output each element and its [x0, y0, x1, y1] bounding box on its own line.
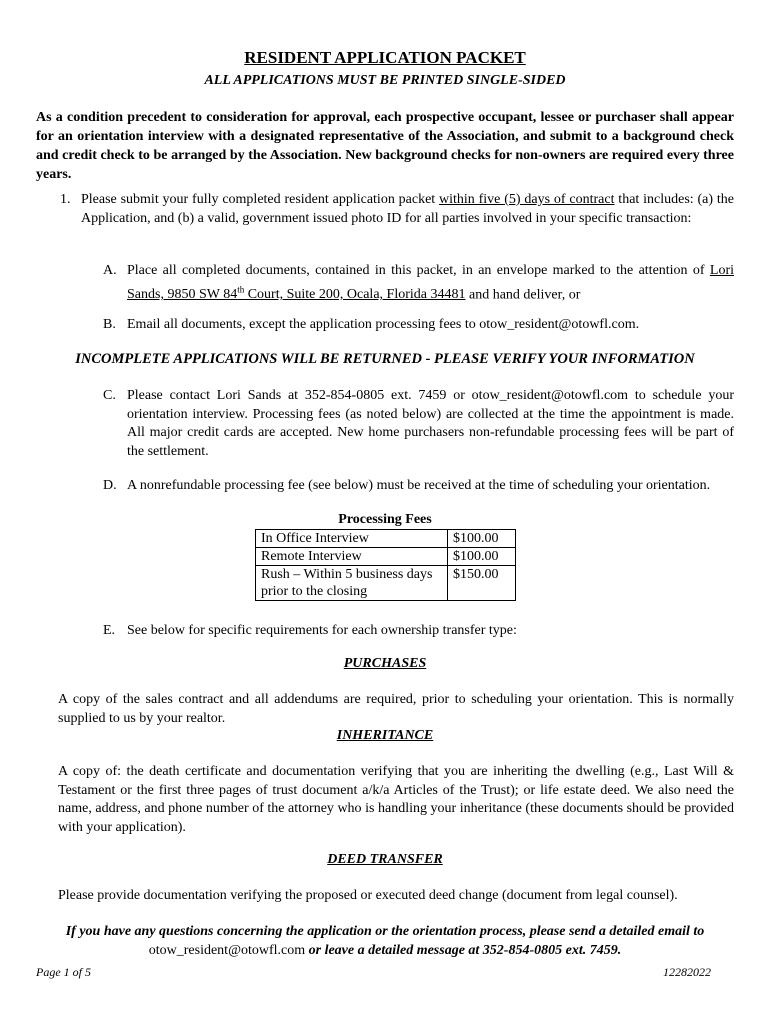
sub-item-letter: E.	[103, 623, 116, 638]
instruction-item-1	[60, 190, 734, 228]
table-row	[256, 530, 516, 548]
fee-amount: $100.00	[448, 530, 516, 548]
fee-label: In Office Interview	[256, 530, 448, 548]
sub-item-text: Please contact Lori Sands at 352-854-0805 ext. 7459 or otow_resident@otowfl.com to schedule your orientation interview. Processing fees (as noted below) are collected at the time the appointment is made. All major credit cards are accepted. New home purchasers non-refundable processing fees will be part of the settlement.	[127, 388, 734, 459]
sub-item-letter: D.	[103, 478, 117, 493]
deadline-text: within five (5) days of contract	[439, 192, 615, 207]
inheritance-heading: INHERITANCE	[336, 728, 434, 743]
fees-table-title: Processing Fees	[338, 512, 432, 527]
inheritance-text: A copy of: the death certificate and documentation verifying that you are inheriting the dwelling (e.g., Last Will & Testament or the first three pages of trust document a/k/a Articles of the Trust); or life estate deed. We also need the name, address, and phone number of the attorney who is handling your inheritance (these documents should be provided with your application).	[58, 764, 734, 835]
mailing-address: Lori Sands, 9850 SW 84th Court, Suite 200, Ocala, Florida 34481	[127, 263, 734, 303]
sub-item-c	[103, 387, 734, 461]
sub-item-letter: B.	[103, 317, 116, 332]
page-title: RESIDENT APPLICATION PACKET	[244, 48, 526, 67]
sub-item-text: Place all completed documents, contained in this packet, in an envelope marked to the attention of Lori Sands, 9850 SW 84th Court, Suite 200, Ocala, Florida 34481 and hand deliver, or	[127, 263, 734, 303]
fee-amount: $150.00	[448, 566, 516, 601]
processing-fees-table	[255, 529, 516, 601]
sub-item-a	[103, 262, 734, 305]
deed-transfer-text: Please provide documentation verifying the proposed or executed deed change (document from legal counsel).	[58, 888, 678, 903]
purchases-heading: PURCHASES	[343, 656, 427, 671]
table-row	[256, 548, 516, 566]
item-number: 1.	[60, 192, 71, 207]
intro-paragraph: As a condition precedent to consideration for approval, each prospective occupant, lessee or purchaser shall appear for an orientation interview with a designated representative of the Association, and submit to a background check and credit check to be arranged by the Association. New background checks for non-owners are required every three years.	[36, 110, 734, 182]
fee-amount: $100.00	[448, 548, 516, 566]
sub-item-b	[103, 316, 734, 335]
page-subtitle: ALL APPLICATIONS MUST BE PRINTED SINGLE-SIDED	[204, 73, 566, 88]
fee-label: Remote Interview	[256, 548, 448, 566]
document-code: 12282022	[663, 965, 711, 979]
sub-item-text: See below for specific requirements for each ownership transfer type:	[127, 623, 517, 638]
closing-note: If you have any questions concerning the application or the orientation process, please send a detailed email to otow_resident@otowfl.com or leave a detailed message at 352-854-0805 ext. 7459.	[65, 924, 705, 958]
sub-item-e	[103, 622, 734, 641]
page-number: Page 1 of 5	[36, 965, 91, 979]
sub-item-text: A nonrefundable processing fee (see below) must be received at the time of scheduling your orientation.	[127, 478, 711, 493]
incomplete-warning: INCOMPLETE APPLICATIONS WILL BE RETURNED - PLEASE VERIFY YOUR INFORMATION	[75, 351, 695, 367]
contact-email: otow_resident@otowfl.com	[148, 943, 306, 958]
item-text: Please submit your fully completed resident application packet within five (5) days of contract that includes: (a) the Application, and (b) a valid, government issued photo ID for all parties involved in your specific transaction:	[81, 192, 734, 226]
purchases-text: A copy of the sales contract and all addendums are required, prior to scheduling your orientation. This is normally supplied to us by your realtor.	[58, 692, 734, 726]
sub-item-text: Email all documents, except the application processing fees to otow_resident@otowfl.com.	[127, 317, 640, 332]
fee-label: Rush – Within 5 business days prior to the closing	[256, 566, 448, 601]
sub-item-letter: C.	[103, 388, 116, 403]
table-row	[256, 566, 516, 601]
sub-item-letter: A.	[103, 263, 117, 278]
sub-item-d	[103, 477, 734, 496]
deed-transfer-heading: DEED TRANSFER	[327, 852, 443, 867]
